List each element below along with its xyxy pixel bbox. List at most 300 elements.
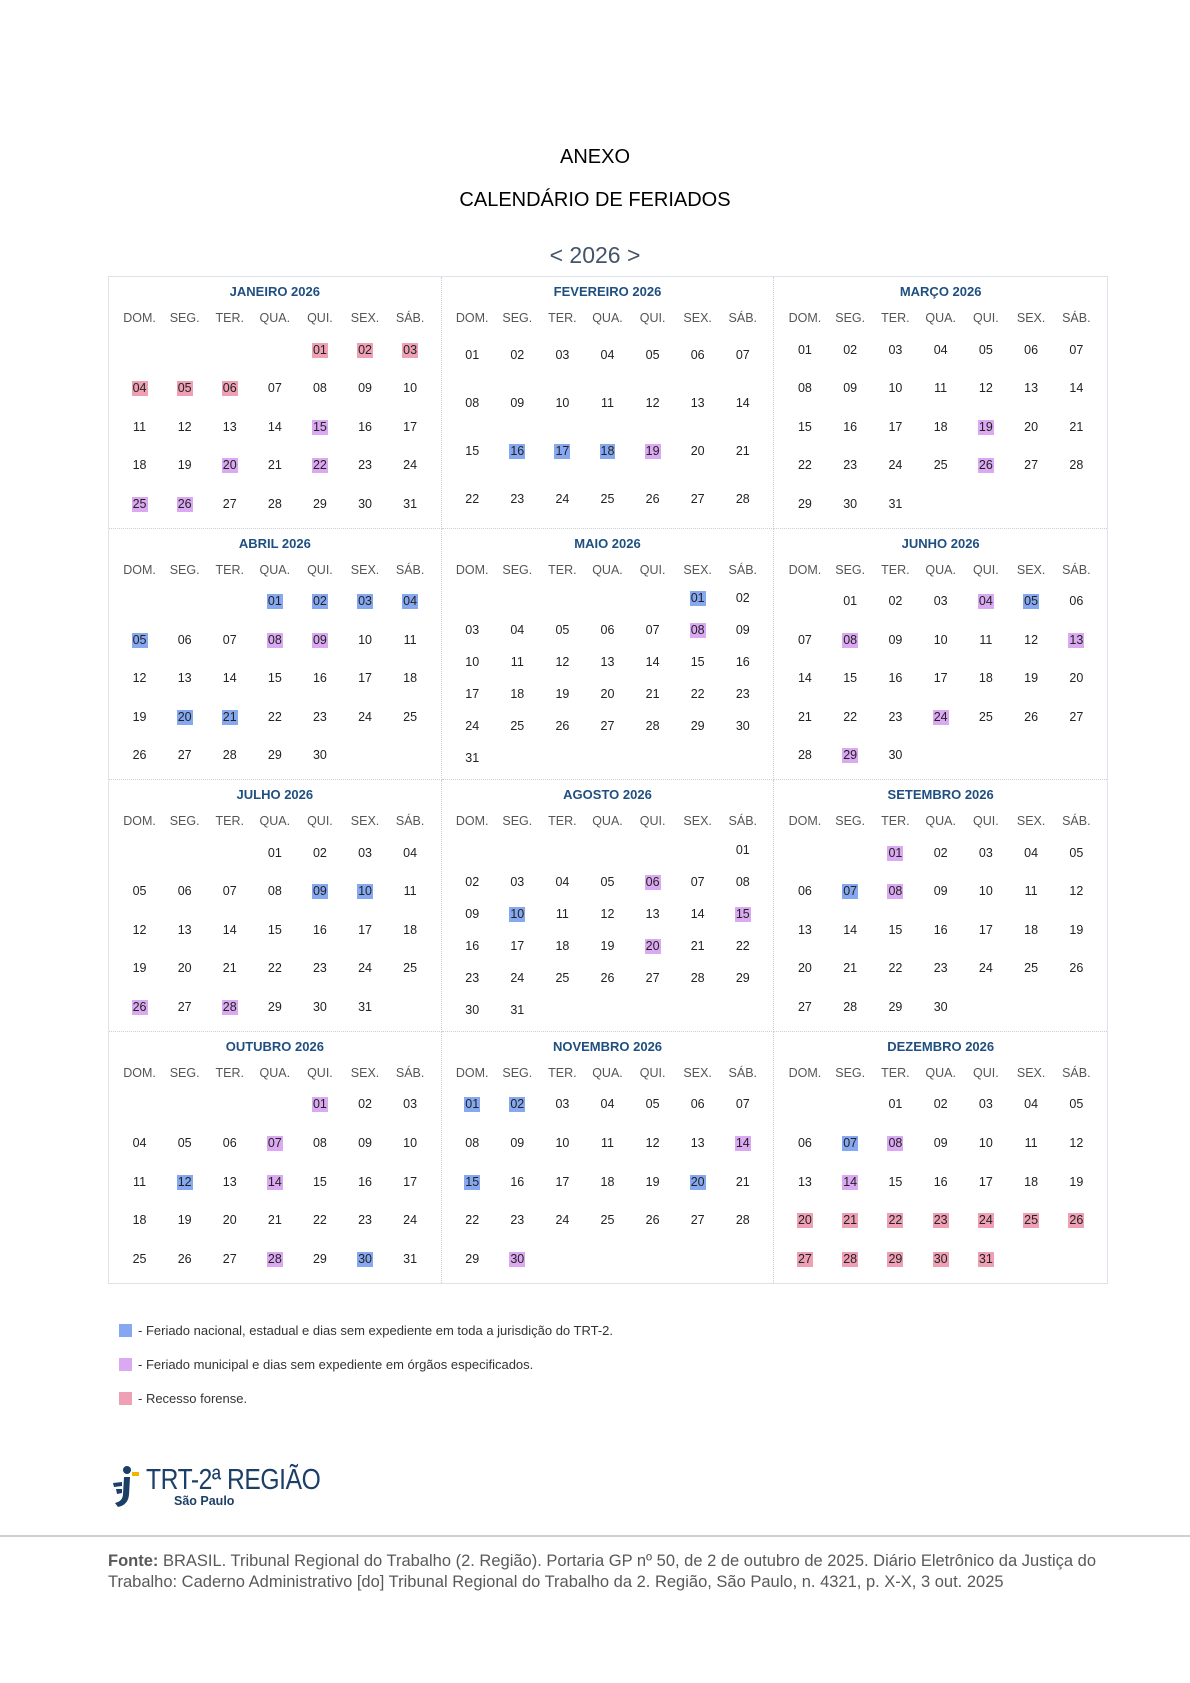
day-number: 07 — [267, 381, 282, 396]
day-number: 02 — [312, 594, 327, 609]
weekday-label: QUI. — [639, 1065, 666, 1080]
day-cell — [388, 497, 433, 512]
day-cell — [963, 961, 1008, 976]
day-cell — [918, 884, 963, 899]
day-cell — [963, 923, 1008, 938]
day-cell-municipal-holiday — [252, 1136, 297, 1151]
day-cell — [450, 444, 495, 459]
day-cell — [342, 961, 387, 976]
empty-day-cell — [540, 1003, 585, 1018]
day-number: 16 — [510, 1174, 525, 1189]
day-number: 03 — [358, 845, 372, 860]
day-number: 18 — [600, 1174, 615, 1189]
day-number: 10 — [403, 1136, 418, 1151]
day-cell — [918, 420, 963, 435]
week-row — [117, 1000, 433, 1015]
empty-day-cell — [918, 748, 963, 763]
day-cell — [782, 884, 827, 899]
day-cell — [828, 458, 873, 473]
day-number: 14 — [735, 1136, 750, 1151]
day-cell — [117, 1213, 162, 1228]
day-number: 29 — [888, 1252, 903, 1267]
day-cell — [450, 396, 495, 411]
day-cell — [963, 1097, 1008, 1112]
day-number: 25 — [978, 709, 993, 724]
weekday-label: SÁB. — [728, 562, 758, 577]
day-cell — [630, 623, 675, 638]
month-title: MARÇO 2026 — [899, 284, 982, 299]
day-cell — [297, 846, 342, 861]
day-number: 14 — [267, 419, 282, 434]
day-number: 27 — [1069, 709, 1084, 724]
week-row — [782, 1136, 1099, 1151]
day-cell — [388, 633, 433, 648]
day-number: 28 — [843, 999, 858, 1014]
day-number: 07 — [267, 1136, 282, 1151]
day-number: 23 — [933, 961, 948, 976]
day-number: 02 — [510, 347, 525, 362]
weekday-label: QUI. — [307, 562, 333, 577]
day-cell — [630, 687, 675, 702]
day-number: 09 — [510, 395, 525, 410]
empty-day-cell — [675, 1252, 720, 1267]
month-panel — [442, 1032, 775, 1284]
day-number: 26 — [132, 999, 147, 1014]
day-cell — [450, 971, 495, 986]
day-cell — [963, 671, 1008, 686]
day-cell — [388, 381, 433, 396]
day-cell-municipal-holiday — [873, 884, 918, 899]
empty-day-cell — [388, 1000, 433, 1015]
empty-day-cell — [540, 1252, 585, 1267]
day-cell — [297, 961, 342, 976]
day-cell — [873, 748, 918, 763]
weeks — [117, 579, 433, 776]
day-cell — [117, 923, 162, 938]
day-cell — [782, 343, 827, 358]
day-number: 23 — [888, 709, 903, 724]
day-cell — [388, 1097, 433, 1112]
weekday-label: SEX. — [683, 1065, 712, 1080]
day-cell — [720, 492, 765, 507]
weekday-label: QUA. — [925, 1065, 956, 1080]
day-number: 05 — [1069, 845, 1084, 860]
month-panel — [774, 780, 1107, 1032]
day-cell — [782, 748, 827, 763]
day-number: 08 — [888, 1136, 903, 1151]
weekday-label: SÁB. — [1062, 311, 1091, 325]
day-number: 27 — [222, 496, 237, 511]
empty-day-cell — [117, 343, 162, 358]
day-number: 17 — [403, 419, 418, 434]
day-number: 18 — [933, 419, 948, 434]
month-panel — [774, 277, 1107, 529]
day-cell — [342, 846, 387, 861]
week-row — [450, 719, 766, 734]
day-number: 09 — [510, 1136, 525, 1151]
day-cell — [297, 671, 342, 686]
day-cell-national-holiday — [828, 1136, 873, 1151]
day-number: 03 — [978, 1097, 993, 1112]
weekday-label: TER. — [881, 1065, 910, 1080]
day-number: 25 — [1024, 1213, 1039, 1228]
day-number: 16 — [312, 922, 327, 937]
day-cell — [342, 671, 387, 686]
day-number: 22 — [797, 458, 812, 473]
day-number: 07 — [735, 347, 750, 362]
day-cell-municipal-holiday — [963, 458, 1008, 473]
day-cell — [675, 396, 720, 411]
weeks — [450, 1082, 766, 1280]
day-cell — [963, 846, 1008, 861]
weekday-label: SÁB. — [728, 1065, 758, 1080]
day-number: 15 — [888, 922, 903, 937]
day-number: 20 — [222, 458, 237, 473]
week-row — [782, 1000, 1099, 1015]
day-number: 20 — [600, 687, 615, 702]
day-number: 24 — [978, 961, 993, 976]
weekday-label: QUA. — [925, 311, 956, 325]
day-number: 07 — [690, 874, 705, 889]
day-number: 12 — [1069, 884, 1084, 899]
day-number: 10 — [888, 381, 903, 396]
day-number: 19 — [600, 938, 615, 953]
day-cell — [1009, 1097, 1054, 1112]
day-number: 17 — [358, 922, 372, 937]
day-cell — [873, 1000, 918, 1015]
weekday-label: QUA. — [592, 814, 623, 828]
day-number: 05 — [555, 623, 570, 638]
day-cell — [388, 420, 433, 435]
day-cell — [1054, 1097, 1099, 1112]
day-cell — [450, 1213, 495, 1228]
day-cell — [495, 1136, 540, 1151]
day-number: 21 — [267, 1213, 282, 1228]
day-cell — [540, 348, 585, 363]
weekday-label: SEG. — [502, 814, 533, 828]
empty-day-cell — [918, 497, 963, 512]
day-cell-municipal-holiday — [630, 939, 675, 954]
day-cell — [450, 623, 495, 638]
week-row — [117, 594, 433, 609]
week-row — [117, 497, 433, 512]
prev-year-button[interactable]: < — [549, 242, 564, 268]
day-cell — [630, 1175, 675, 1190]
day-cell — [342, 381, 387, 396]
day-number: 25 — [403, 961, 418, 976]
day-number: 16 — [888, 671, 903, 686]
empty-day-cell — [495, 591, 540, 606]
day-number: 26 — [645, 1213, 660, 1228]
day-number: 24 — [555, 491, 570, 506]
day-cell — [828, 1000, 873, 1015]
empty-day-cell — [585, 843, 630, 858]
day-number: 27 — [177, 748, 192, 763]
day-cell — [162, 671, 207, 686]
day-cell — [162, 1136, 207, 1151]
day-cell — [252, 381, 297, 396]
empty-day-cell — [1054, 748, 1099, 763]
week-row — [782, 846, 1099, 861]
day-cell-municipal-holiday — [828, 748, 873, 763]
day-cell — [873, 961, 918, 976]
day-number: 20 — [1069, 671, 1084, 686]
day-cell — [297, 1000, 342, 1015]
day-number: 09 — [888, 632, 903, 647]
month-title: JUNHO 2026 — [901, 535, 980, 551]
day-cell — [342, 1136, 387, 1151]
day-number: 02 — [465, 874, 480, 889]
day-number: 11 — [600, 1136, 614, 1151]
day-cell — [207, 1252, 252, 1267]
day-number: 13 — [600, 655, 615, 670]
week-row — [782, 497, 1099, 512]
day-number: 17 — [510, 938, 525, 953]
day-number: 03 — [978, 845, 993, 860]
day-number: 17 — [933, 671, 948, 686]
day-number: 30 — [510, 1252, 525, 1267]
trt-figure-icon — [110, 1465, 140, 1509]
day-number: 04 — [1024, 845, 1039, 860]
day-number: 12 — [600, 906, 615, 921]
day-number: 03 — [403, 342, 418, 357]
day-cell — [720, 396, 765, 411]
day-cell — [828, 710, 873, 725]
day-number: 07 — [645, 623, 660, 638]
day-number: 05 — [177, 1136, 192, 1151]
empty-day-cell — [675, 751, 720, 766]
day-cell — [1009, 633, 1054, 648]
empty-day-cell — [675, 1003, 720, 1018]
day-number: 09 — [465, 906, 480, 921]
day-cell — [495, 1213, 540, 1228]
day-cell — [207, 961, 252, 976]
day-cell — [162, 961, 207, 976]
day-number: 20 — [645, 938, 660, 953]
day-cell — [918, 1136, 963, 1151]
day-cell — [1054, 343, 1099, 358]
day-number: 02 — [312, 845, 327, 860]
day-number: 13 — [177, 922, 192, 937]
day-cell — [540, 687, 585, 702]
month-title: JULHO 2026 — [236, 787, 314, 802]
weekday-header — [782, 814, 1099, 830]
day-cell — [585, 687, 630, 702]
day-number: 13 — [645, 906, 660, 921]
day-number: 26 — [177, 496, 192, 511]
day-cell-municipal-holiday — [117, 497, 162, 512]
weekday-label: SÁB. — [395, 814, 425, 828]
empty-day-cell — [675, 843, 720, 858]
day-number: 28 — [645, 719, 660, 734]
day-number: 27 — [1024, 458, 1039, 473]
weekday-label: QUA. — [925, 562, 956, 577]
weekday-label: TER. — [881, 814, 910, 828]
day-cell — [782, 381, 827, 396]
day-cell — [540, 939, 585, 954]
weekday-header — [450, 814, 766, 830]
day-cell — [1009, 923, 1054, 938]
day-number: 12 — [555, 655, 570, 670]
day-number: 27 — [690, 1213, 705, 1228]
day-cell-national-holiday — [450, 1097, 495, 1112]
day-cell — [162, 1252, 207, 1267]
day-number: 15 — [312, 419, 327, 434]
empty-day-cell — [162, 846, 207, 861]
day-cell — [297, 923, 342, 938]
day-cell — [918, 594, 963, 609]
day-cell — [388, 961, 433, 976]
weekday-label: SEX. — [683, 814, 712, 828]
day-cell — [585, 875, 630, 890]
day-number: 27 — [645, 970, 660, 985]
day-number: 19 — [177, 1213, 192, 1228]
day-number: 08 — [797, 381, 812, 396]
day-number: 14 — [222, 671, 237, 686]
weekday-label: QUI. — [307, 1065, 333, 1080]
empty-day-cell — [585, 1252, 630, 1267]
day-cell-municipal-holiday — [918, 710, 963, 725]
day-cell — [1054, 671, 1099, 686]
day-cell-national-holiday — [585, 444, 630, 459]
day-cell — [162, 1000, 207, 1015]
weekday-label: SÁB. — [1062, 1065, 1091, 1080]
month-title: FEVEREIRO 2026 — [553, 284, 662, 299]
empty-day-cell — [963, 1000, 1008, 1015]
day-number: 04 — [555, 874, 570, 889]
day-number: 19 — [978, 419, 993, 434]
day-number: 15 — [888, 1174, 903, 1189]
day-cell — [918, 846, 963, 861]
day-cell-national-holiday — [252, 594, 297, 609]
day-number: 09 — [312, 884, 327, 899]
day-number: 08 — [888, 884, 903, 899]
day-number: 30 — [465, 1002, 480, 1017]
day-cell — [720, 971, 765, 986]
day-cell — [117, 748, 162, 763]
day-cell — [342, 458, 387, 473]
day-cell — [117, 961, 162, 976]
day-cell-national-holiday — [388, 594, 433, 609]
day-cell — [873, 497, 918, 512]
day-cell — [585, 655, 630, 670]
week-row — [117, 420, 433, 435]
day-number: 28 — [222, 999, 237, 1014]
weekday-header — [117, 311, 433, 327]
day-cell — [873, 458, 918, 473]
day-number: 08 — [843, 632, 858, 647]
day-number: 22 — [465, 1213, 480, 1228]
day-cell — [585, 1213, 630, 1228]
day-cell — [1054, 961, 1099, 976]
weekday-label: SEX. — [1016, 814, 1046, 828]
day-cell — [495, 623, 540, 638]
day-number: 26 — [645, 491, 660, 506]
source-citation — [108, 1551, 1098, 1593]
month-panel — [442, 780, 775, 1032]
day-cell — [918, 458, 963, 473]
day-cell — [388, 1213, 433, 1228]
weekday-label: SÁB. — [1062, 562, 1091, 577]
day-number: 29 — [797, 496, 812, 511]
day-number: 06 — [1069, 594, 1084, 609]
weekday-label: SEG. — [169, 311, 200, 325]
day-number: 25 — [510, 719, 525, 734]
empty-day-cell — [630, 843, 675, 858]
day-cell — [675, 444, 720, 459]
day-number: 02 — [510, 1097, 525, 1112]
day-cell — [252, 748, 297, 763]
day-number: 16 — [933, 1174, 948, 1189]
day-number: 29 — [312, 496, 327, 511]
day-cell — [1054, 420, 1099, 435]
day-number: 05 — [1069, 1097, 1084, 1112]
day-cell — [828, 923, 873, 938]
empty-day-cell — [782, 846, 827, 861]
day-number: 17 — [403, 1174, 418, 1189]
day-cell — [782, 1136, 827, 1151]
weekday-label: QUI. — [973, 814, 999, 828]
day-number: 22 — [735, 938, 750, 953]
day-cell — [297, 1213, 342, 1228]
weekday-header — [782, 311, 1099, 327]
week-row — [450, 1136, 766, 1151]
day-number: 28 — [735, 491, 750, 506]
day-cell — [585, 1097, 630, 1112]
day-cell-national-holiday — [675, 591, 720, 606]
day-cell-recess — [297, 343, 342, 358]
day-number: 11 — [1024, 1136, 1038, 1151]
day-number: 01 — [267, 845, 282, 860]
day-cell-national-holiday — [540, 444, 585, 459]
weekday-label: QUI. — [307, 311, 333, 325]
day-number: 28 — [735, 1213, 750, 1228]
day-cell — [675, 971, 720, 986]
day-number: 13 — [222, 1174, 237, 1189]
empty-day-cell — [720, 1252, 765, 1267]
weekday-label: QUI. — [307, 814, 333, 828]
day-number: 15 — [735, 906, 750, 921]
weekday-header — [450, 311, 766, 327]
legend-label-recess: - Recesso forense. — [138, 1390, 248, 1406]
day-cell — [342, 420, 387, 435]
day-number: 09 — [933, 884, 948, 899]
week-row — [782, 710, 1099, 725]
day-cell — [828, 594, 873, 609]
weekday-label: QUI. — [639, 311, 666, 325]
day-cell — [342, 1097, 387, 1112]
next-year-button[interactable]: > — [626, 242, 641, 268]
empty-day-cell — [540, 591, 585, 606]
day-cell — [782, 1175, 827, 1190]
day-cell — [918, 671, 963, 686]
day-cell — [963, 343, 1008, 358]
logo-text: TRT-2ª REGIÃO — [146, 1464, 321, 1496]
day-cell-national-holiday — [450, 1175, 495, 1190]
day-cell — [297, 748, 342, 763]
weekday-label: QUI. — [973, 311, 999, 325]
day-cell — [1009, 884, 1054, 899]
day-cell-municipal-holiday — [630, 444, 675, 459]
day-number: 29 — [843, 748, 858, 763]
empty-day-cell — [495, 843, 540, 858]
day-number: 21 — [843, 961, 858, 976]
empty-day-cell — [782, 594, 827, 609]
day-cell — [252, 671, 297, 686]
day-cell-recess — [963, 1213, 1008, 1228]
empty-day-cell — [828, 846, 873, 861]
day-cell-recess — [1054, 1213, 1099, 1228]
